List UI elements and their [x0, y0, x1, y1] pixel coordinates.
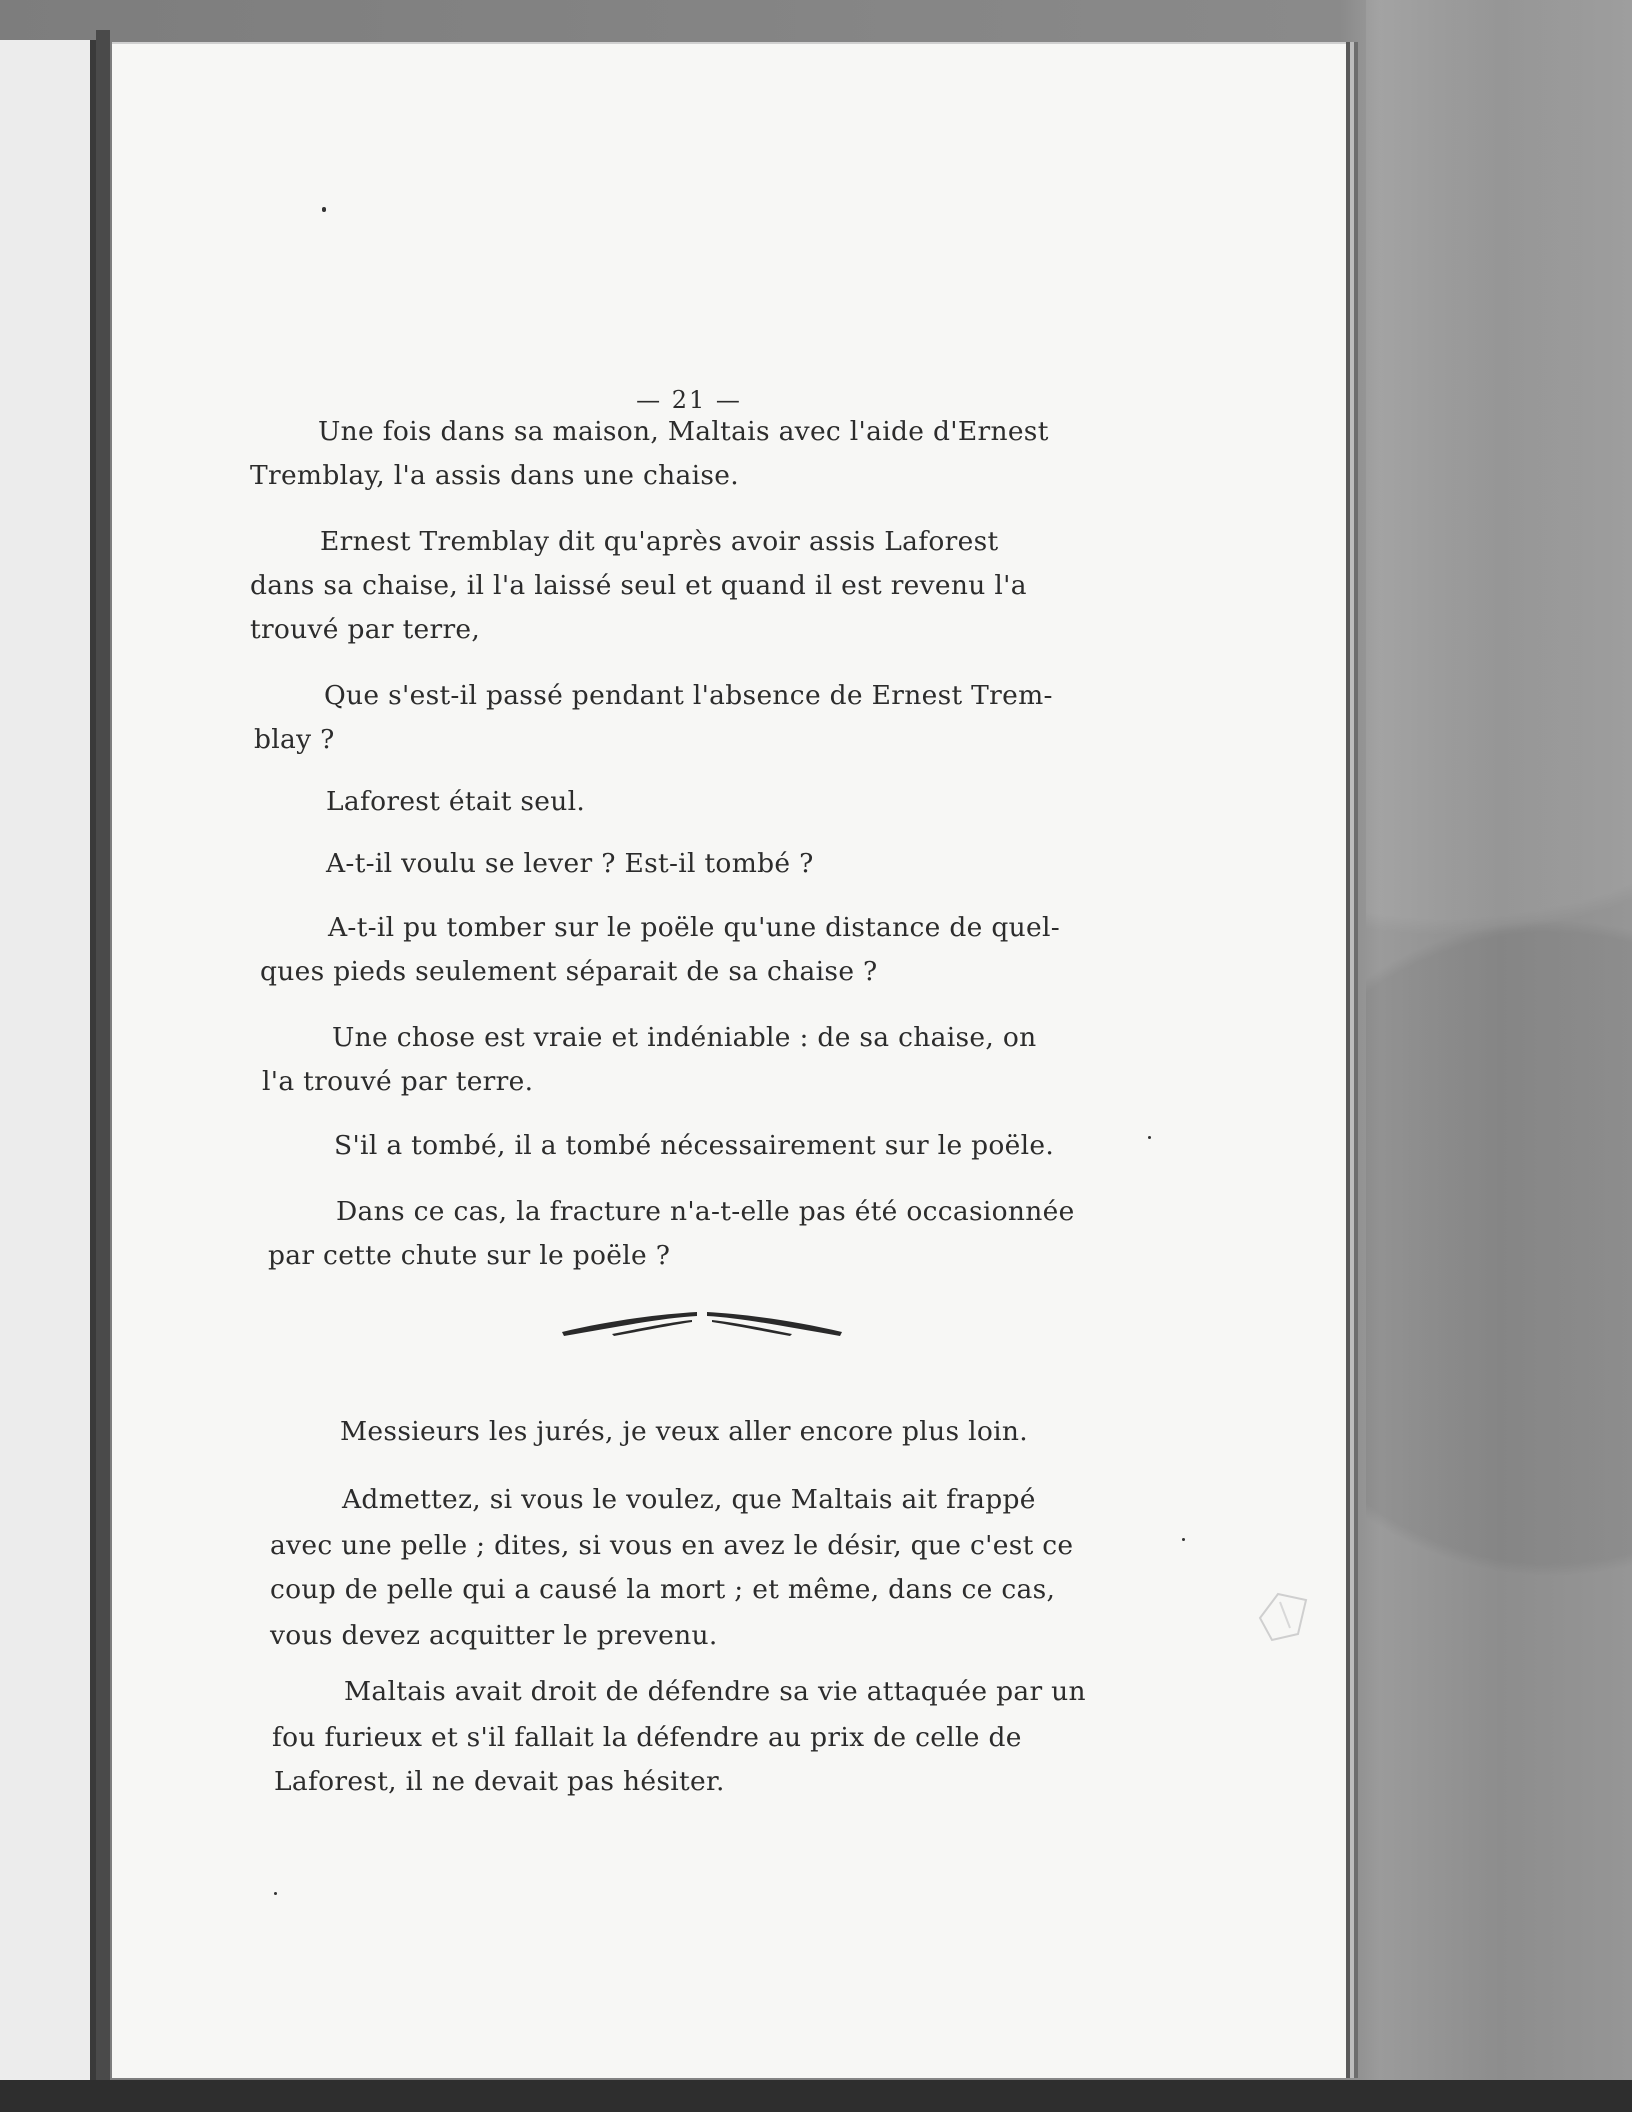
margin-pencil-mark	[1250, 1578, 1320, 1658]
book-page	[112, 42, 1346, 2078]
text-line: A-t-il voulu se lever ? Est-il tombé ?	[326, 848, 814, 879]
text-line: S'il a tombé, il a tombé nécessairement sur le poële.	[334, 1130, 1055, 1161]
text-line: Une chose est vraie et indéniable : de sa chaise, on	[332, 1022, 1037, 1053]
speck	[1182, 1538, 1185, 1541]
text-line: Que s'est-il passé pendant l'absence de Ernest Trem-	[324, 680, 1053, 711]
page-number-text: — 21 —	[636, 386, 742, 414]
text-line: ques pieds seulement séparait de sa chaise ?	[260, 956, 878, 987]
text-line: par cette chute sur le poële ?	[268, 1240, 671, 1271]
text-line: Admettez, si vous le voulez, que Maltais ait frappé	[342, 1484, 1036, 1515]
text-line: trouvé par terre,	[250, 614, 481, 645]
text-line: blay ?	[254, 724, 335, 755]
text-line: Une fois dans sa maison, Maltais avec l'aide d'Ernest	[318, 416, 1049, 447]
text-line: Messieurs les jurés, je veux aller encore plus loin.	[340, 1416, 1028, 1447]
left-facing-page	[0, 40, 96, 2090]
text-line: Dans ce cas, la fracture n'a-t-elle pas été occasionnée	[336, 1196, 1075, 1227]
text-line: fou furieux et s'il fallait la défendre au prix de celle de	[272, 1722, 1022, 1753]
text-line: l'a trouvé par terre.	[262, 1066, 534, 1097]
text-line: Maltais avait droit de défendre sa vie attaquée par un	[344, 1676, 1086, 1707]
text-line: Laforest, il ne devait pas hésiter.	[274, 1766, 725, 1797]
text-line: coup de pelle qui a causé la mort ; et même, dans ce cas,	[270, 1574, 1056, 1605]
text-line: avec une pelle ; dites, si vous en avez le désir, que c'est ce	[270, 1530, 1074, 1561]
speck	[322, 207, 326, 212]
backdrop-texture	[1366, 0, 1632, 2080]
left-page-edge	[96, 30, 110, 2090]
text-line: vous devez acquitter le prevenu.	[270, 1620, 718, 1651]
decorative-ornament	[542, 1294, 862, 1354]
text-line: A-t-il pu tomber sur le poële qu'une distance de quel-	[328, 912, 1060, 943]
film-bottom-border	[0, 2080, 1632, 2112]
speck	[1148, 1136, 1151, 1139]
text-line: dans sa chaise, il l'a laissé seul et quand il est revenu l'a	[250, 570, 1027, 601]
text-line: Tremblay, l'a assis dans une chaise.	[250, 460, 739, 491]
text-line: Laforest était seul.	[326, 786, 586, 817]
page-number	[112, 386, 1346, 414]
speck	[274, 1892, 277, 1895]
text-line: Ernest Tremblay dit qu'après avoir assis Laforest	[320, 526, 999, 557]
